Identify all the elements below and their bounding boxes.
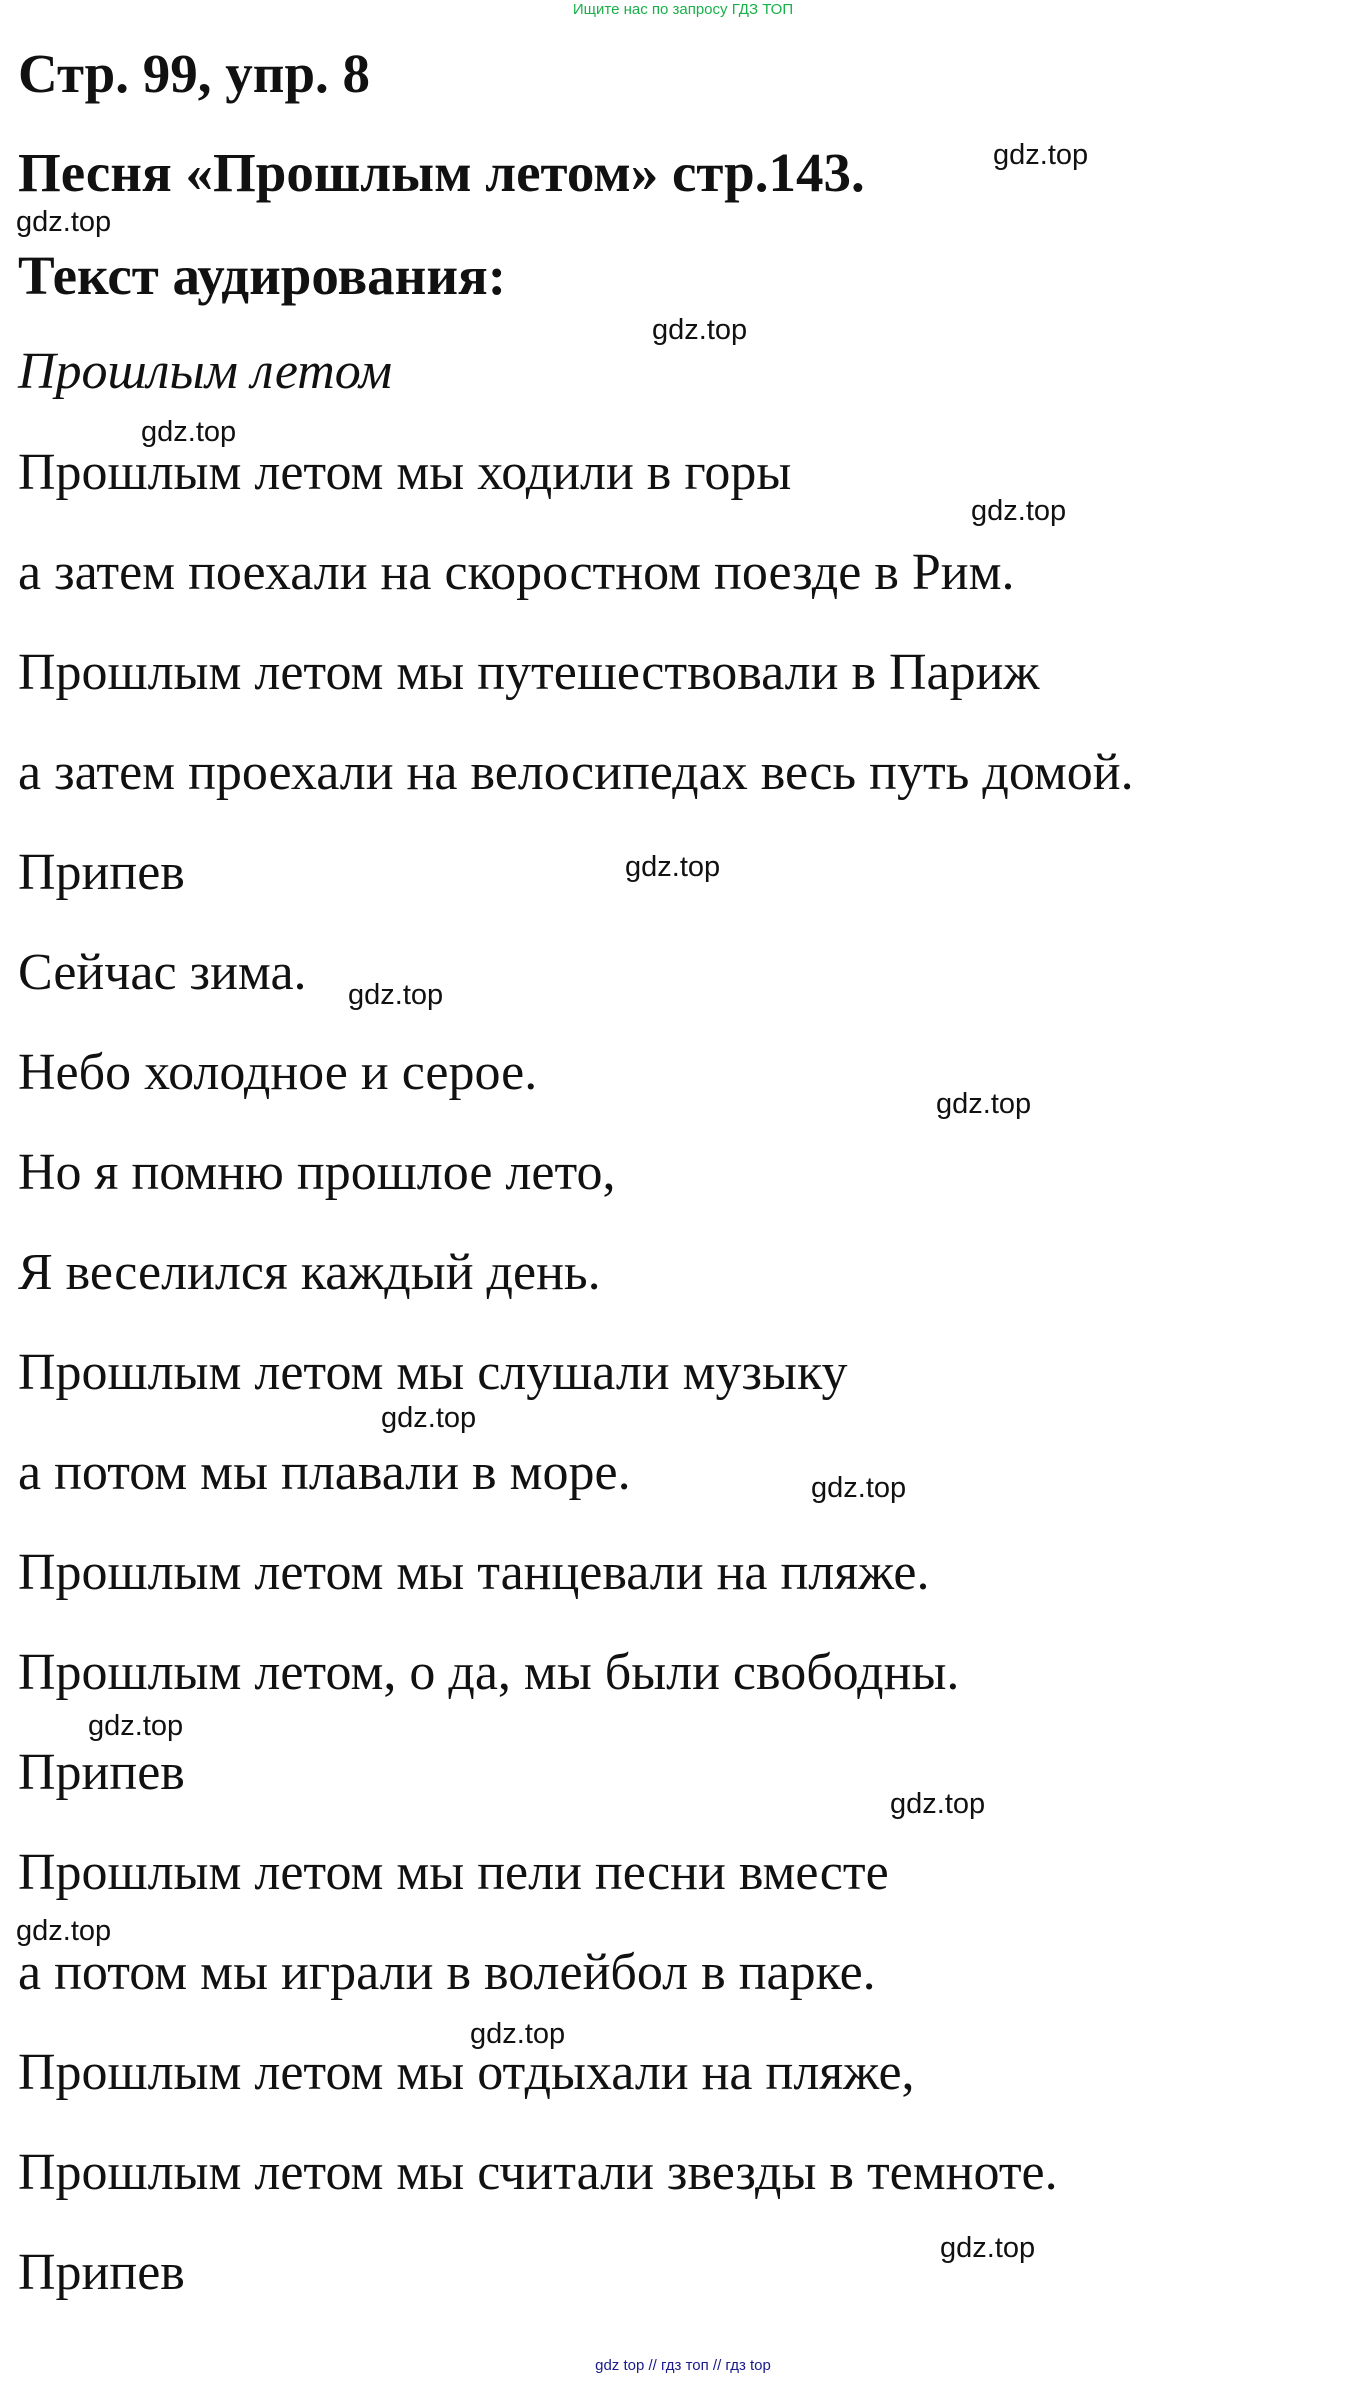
song-line: Прошлым летом мы отдыхали на пляже,: [18, 2044, 915, 2101]
song-line: а потом мы плавали в море.: [18, 1444, 631, 1501]
song-reference-heading: Песня «Прошлым летом» стр.143.: [18, 142, 865, 203]
chorus-label: Припев: [18, 1744, 185, 1801]
song-title: Прошлым летом: [18, 343, 393, 400]
page-reference-heading: Стр. 99, упр. 8: [18, 43, 371, 104]
watermark: gdz.top: [811, 1472, 907, 1504]
footer: gdz top // гдз топ // гдз top: [595, 2357, 771, 2374]
song-line: Небо холодное и серое.: [18, 1044, 538, 1101]
watermark: gdz.top: [971, 495, 1067, 527]
song-line: а затем поехали на скоростном поезде в Рим.: [18, 544, 1015, 601]
watermark: gdz.top: [625, 851, 721, 883]
song-line: Но я помню прошлое лето,: [18, 1144, 616, 1201]
song-line: Прошлым летом мы пели песни вместе: [18, 1844, 889, 1901]
watermark: gdz.top: [348, 979, 444, 1011]
watermark: gdz.top: [993, 139, 1089, 171]
watermark: gdz.top: [16, 206, 112, 238]
song-line: Прошлым летом мы ходили в горы: [18, 444, 792, 501]
song-line: Прошлым летом мы считали звезды в темноте.: [18, 2144, 1058, 2201]
song-line: Я веселился каждый день.: [18, 1244, 601, 1301]
section-heading: Текст аудирования:: [18, 245, 507, 306]
chorus-label: Припев: [18, 844, 185, 901]
watermark: gdz.top: [890, 1788, 986, 1820]
song-line: Прошлым летом мы танцевали на пляже.: [18, 1544, 930, 1601]
watermark: gdz.top: [16, 1915, 112, 1947]
chorus-label: Припев: [18, 2244, 185, 2301]
song-line: а затем проехали на велосипедах весь путь домой.: [18, 744, 1134, 801]
song-line: Прошлым летом, о да, мы были свободны.: [18, 1644, 960, 1701]
watermark: gdz.top: [381, 1402, 477, 1434]
watermark: gdz.top: [470, 2018, 566, 2050]
watermark: gdz.top: [652, 314, 748, 346]
top-banner: Ищите нас по запросу ГДЗ ТОП: [572, 1, 794, 18]
song-line: Прошлым летом мы путешествовали в Париж: [18, 644, 1040, 701]
watermark: gdz.top: [141, 416, 237, 448]
song-line: Прошлым летом мы слушали музыку: [18, 1344, 848, 1401]
watermark: gdz.top: [936, 1088, 1032, 1120]
watermark: gdz.top: [88, 1710, 184, 1742]
watermark: gdz.top: [940, 2232, 1036, 2264]
song-line: а потом мы играли в волейбол в парке.: [18, 1944, 876, 2001]
song-line: Сейчас зима.: [18, 944, 307, 1001]
